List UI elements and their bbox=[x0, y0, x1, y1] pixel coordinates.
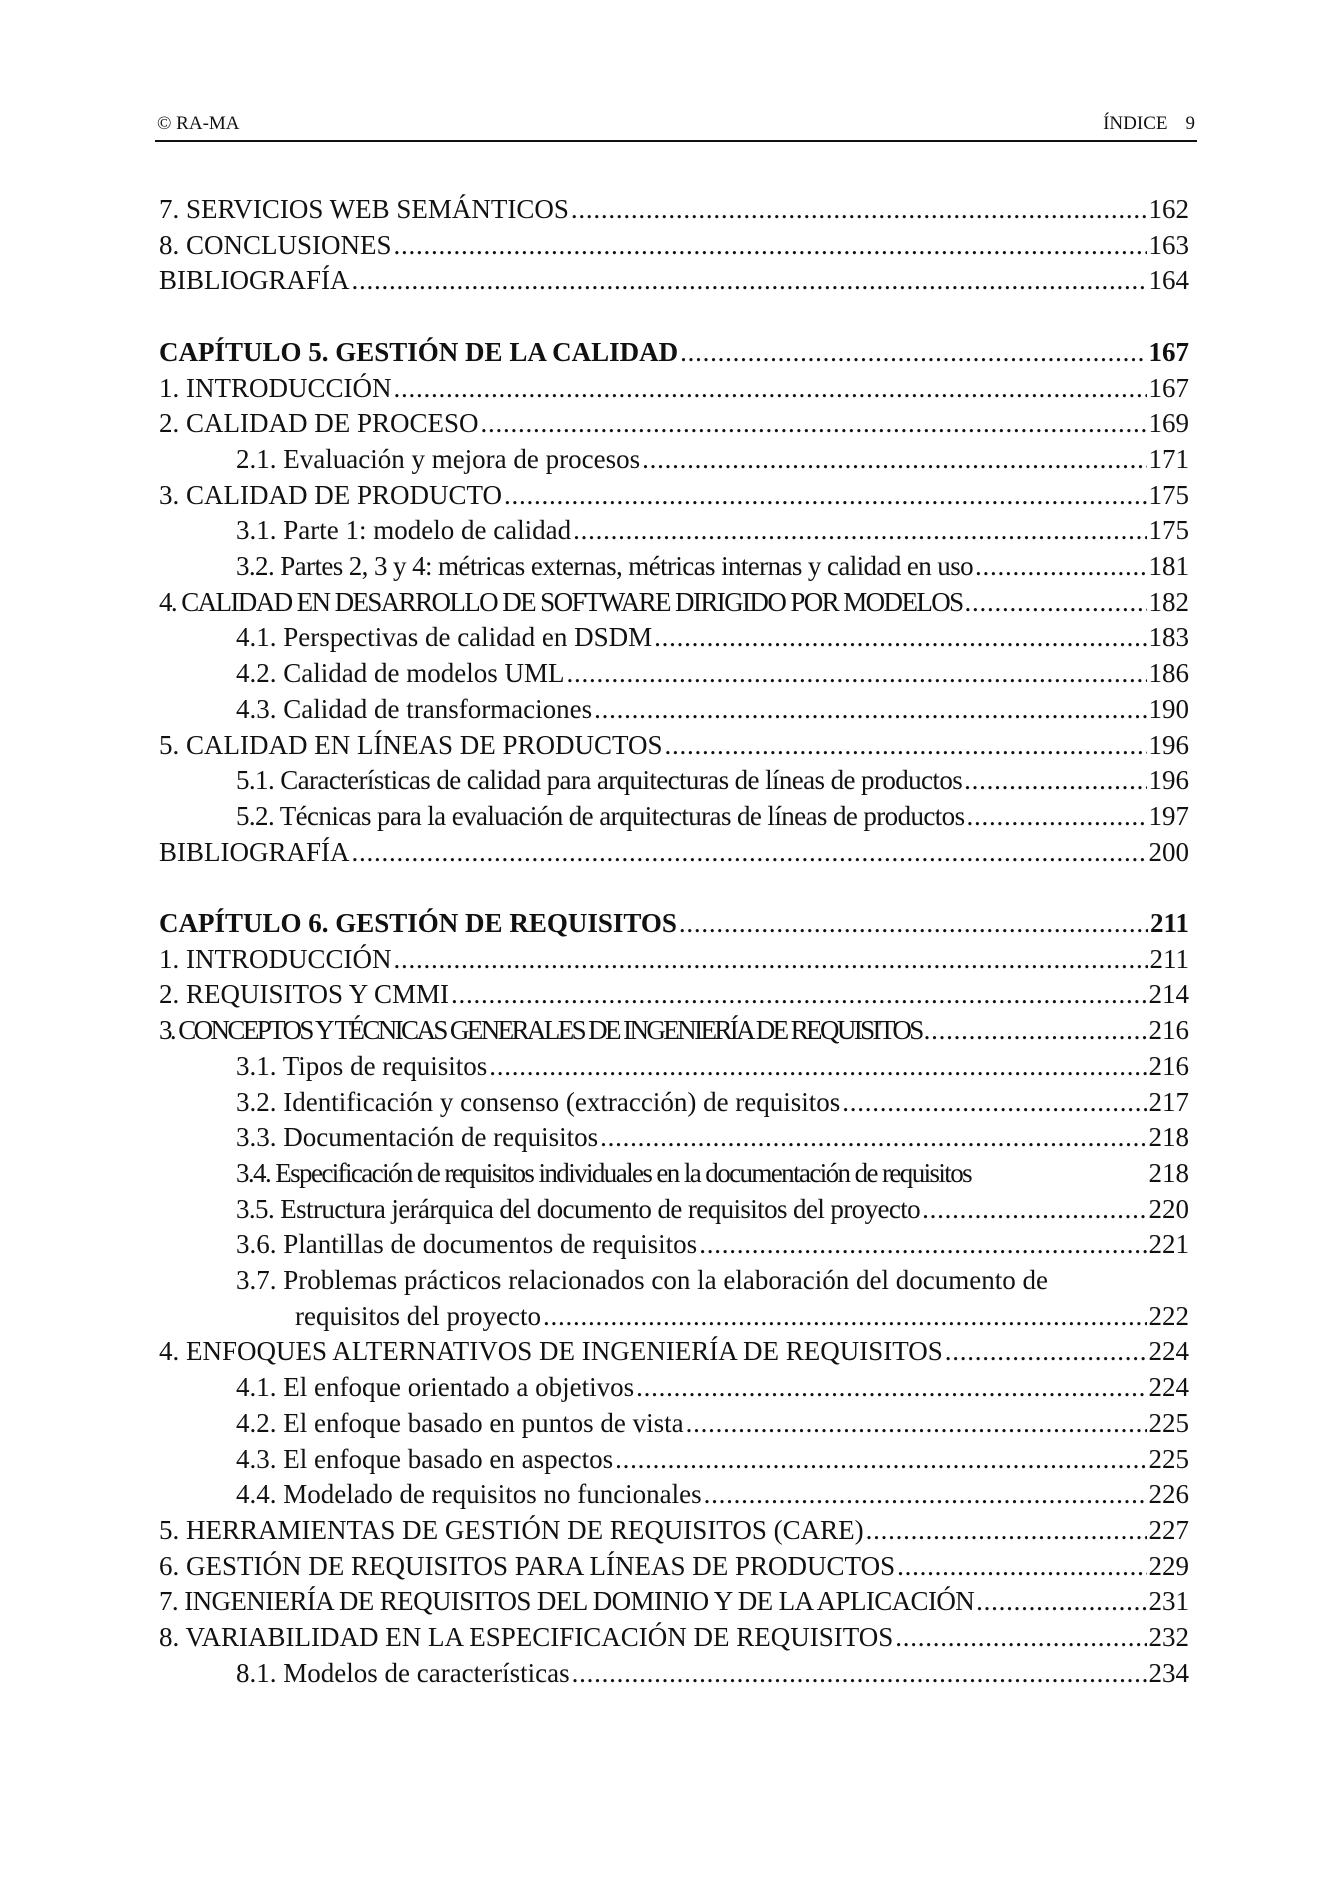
toc-entry-page: 216 bbox=[1148, 1050, 1189, 1081]
toc-entry bbox=[159, 1013, 1189, 1049]
toc-subentry bbox=[159, 656, 1189, 692]
toc-entry-page: 200 bbox=[1148, 836, 1189, 867]
toc-entry bbox=[159, 478, 1189, 514]
toc-entry-page: 211 bbox=[1149, 908, 1189, 939]
toc-entry bbox=[159, 228, 1189, 264]
toc-entry bbox=[159, 977, 1189, 1013]
dot-leader bbox=[394, 942, 1148, 978]
toc-entry-page: 226 bbox=[1148, 1479, 1189, 1510]
toc-entry-title: 3. CONCEPTOS Y TÉCNICAS GENERALES DE INGENIERÍA DE REQUISITOS bbox=[159, 1015, 922, 1046]
toc-entry-title: 1. INTRODUCCIÓN bbox=[159, 372, 392, 403]
section-gap bbox=[159, 299, 1189, 335]
toc-entry bbox=[159, 1549, 1189, 1585]
dot-leader bbox=[680, 335, 1146, 371]
toc-entry-page: 162 bbox=[1148, 194, 1189, 224]
toc-subentry bbox=[159, 1299, 1189, 1335]
toc-entry-title: 4.2. Calidad de modelos UML bbox=[236, 658, 565, 689]
toc-entry-title: 6. GESTIÓN DE REQUISITOS PARA LÍNEAS DE PRODUCTOS bbox=[159, 1550, 896, 1581]
dot-leader bbox=[615, 1442, 1146, 1478]
dot-leader bbox=[352, 263, 1147, 299]
dot-leader bbox=[897, 1549, 1146, 1585]
toc-subentry bbox=[159, 1406, 1189, 1442]
toc-entry-page: 197 bbox=[1148, 800, 1189, 831]
dot-leader bbox=[642, 442, 1146, 478]
toc-subentry bbox=[159, 1156, 1189, 1192]
toc-entry bbox=[159, 942, 1189, 978]
toc-subentry bbox=[159, 1120, 1189, 1156]
toc-subentry bbox=[159, 513, 1189, 549]
toc-entry-page: 217 bbox=[1148, 1086, 1189, 1117]
dot-leader bbox=[964, 763, 1146, 799]
dot-leader bbox=[945, 1334, 1147, 1370]
toc-entry-page: 222 bbox=[1148, 1300, 1189, 1331]
toc-entry bbox=[159, 1334, 1189, 1370]
dot-leader bbox=[572, 1656, 1147, 1692]
toc-entry-title: 2. REQUISITOS Y CMMI bbox=[159, 979, 450, 1010]
toc-chapter-heading bbox=[159, 906, 1189, 942]
toc-entry-page: 216 bbox=[1148, 1015, 1189, 1046]
toc-chapter-heading bbox=[159, 335, 1189, 371]
toc-entry-title: 5. CALIDAD EN LÍNEAS DE PRODUCTOS bbox=[159, 729, 663, 760]
toc-entry-title: BIBLIOGRAFÍA bbox=[159, 265, 350, 296]
toc-entry-title: 4.1. Perspectivas de calidad en DSDM bbox=[236, 622, 653, 653]
dot-leader bbox=[842, 1085, 1146, 1121]
toc-entry-page: 175 bbox=[1148, 479, 1189, 510]
toc-subentry bbox=[159, 763, 1189, 799]
dot-leader bbox=[594, 692, 1146, 728]
toc-subentry bbox=[159, 1442, 1189, 1478]
dot-leader bbox=[654, 620, 1146, 656]
toc-entry-page: 182 bbox=[1148, 586, 1189, 617]
toc-entry-title-continuation: requisitos del proyecto bbox=[295, 1300, 541, 1331]
toc-subentry bbox=[159, 692, 1189, 728]
toc-entry-page: 164 bbox=[1148, 265, 1189, 296]
toc-entry-page: 229 bbox=[1148, 1550, 1189, 1581]
running-header bbox=[155, 110, 1197, 142]
toc-entry-title: 3.3. Documentación de requisitos bbox=[236, 1122, 599, 1153]
dot-leader bbox=[394, 371, 1147, 407]
table-of-contents bbox=[159, 192, 1189, 1692]
header-section-title: ÍNDICE bbox=[1103, 113, 1168, 134]
toc-entry-page: 232 bbox=[1148, 1622, 1189, 1653]
toc-entry-title: 3.6. Plantillas de documentos de requisitos bbox=[236, 1229, 698, 1260]
toc-entry-page: 224 bbox=[1148, 1372, 1189, 1403]
toc-subentry bbox=[159, 799, 1189, 835]
toc-entry-title: 3. CALIDAD DE PRODUCTO bbox=[159, 479, 503, 510]
toc-entry-page: 218 bbox=[1148, 1122, 1189, 1153]
toc-subentry bbox=[159, 620, 1189, 656]
section-gap bbox=[159, 870, 1189, 906]
toc-entry-title: 2. CALIDAD DE PROCESO bbox=[159, 408, 479, 439]
toc-entry-title: 2.1. Evaluación y mejora de procesos bbox=[236, 443, 641, 474]
toc-entry-title: CAPÍTULO 6. GESTIÓN DE REQUISITOS bbox=[159, 908, 677, 939]
toc-entry-title: CAPÍTULO 5. GESTIÓN DE LA CALIDAD bbox=[159, 336, 679, 367]
dot-leader bbox=[965, 585, 1147, 621]
toc-entry-title: 8.1. Modelos de características bbox=[236, 1657, 570, 1688]
toc-entry-page: 186 bbox=[1148, 658, 1189, 689]
toc-entry-page: 234 bbox=[1148, 1657, 1189, 1688]
toc-entry-title: 4. CALIDAD EN DESARROLLO DE SOFTWARE DIRIGIDO POR MODELOS bbox=[159, 586, 963, 617]
toc-subentry bbox=[159, 1370, 1189, 1406]
toc-entry-title: 3.4. Especificación de requisitos individuales en la documentación de requisitos bbox=[236, 1157, 972, 1188]
toc-subentry bbox=[159, 1477, 1189, 1513]
dot-leader bbox=[966, 799, 1146, 835]
toc-entry-title: 1. INTRODUCCIÓN bbox=[159, 943, 392, 974]
dot-leader bbox=[924, 1013, 1147, 1049]
toc-entry-page: 225 bbox=[1148, 1407, 1189, 1438]
toc-entry-title: 8. CONCLUSIONES bbox=[159, 229, 392, 260]
toc-entry-title: 5.1. Características de calidad para arquitecturas de líneas de productos bbox=[236, 765, 963, 796]
toc-entry-title: 7. SERVICIOS WEB SEMÁNTICOS bbox=[159, 194, 569, 224]
toc-entry-page: 218 bbox=[1148, 1157, 1189, 1188]
dot-leader bbox=[504, 478, 1146, 514]
toc-entry-page: 175 bbox=[1148, 515, 1189, 546]
toc-entry-title: BIBLIOGRAFÍA bbox=[159, 836, 350, 867]
dot-leader bbox=[352, 835, 1147, 871]
dot-leader bbox=[600, 1120, 1146, 1156]
toc-entry bbox=[159, 585, 1189, 621]
toc-entry-page: 167 bbox=[1148, 372, 1189, 403]
toc-entry-page: 181 bbox=[1148, 551, 1189, 582]
toc-entry-page: 167 bbox=[1148, 336, 1189, 367]
toc-subentry bbox=[159, 1085, 1189, 1121]
toc-entry bbox=[159, 371, 1189, 407]
toc-entry-title: 4.4. Modelado de requisitos no funcionales bbox=[236, 1479, 702, 1510]
dot-leader bbox=[665, 728, 1147, 764]
toc-entry bbox=[159, 192, 1189, 228]
header-section-and-page bbox=[1103, 110, 1195, 138]
toc-entry-title: 3.1. Tipos de requisitos bbox=[236, 1050, 488, 1081]
toc-entry-page: 224 bbox=[1148, 1336, 1189, 1367]
toc-entry bbox=[159, 1620, 1189, 1656]
dot-leader bbox=[922, 1192, 1146, 1228]
toc-entry bbox=[159, 835, 1189, 871]
toc-entry bbox=[159, 406, 1189, 442]
toc-entry-page: 225 bbox=[1148, 1443, 1189, 1474]
toc-entry-page: 196 bbox=[1148, 729, 1189, 760]
dot-leader bbox=[573, 513, 1146, 549]
page-number: 9 bbox=[1185, 113, 1195, 134]
toc-entry-title: 8. VARIABILIDAD EN LA ESPECIFICACIÓN DE REQUISITOS bbox=[159, 1622, 894, 1653]
toc-entry-page: 231 bbox=[1148, 1586, 1189, 1617]
dot-leader bbox=[543, 1299, 1147, 1335]
dot-leader bbox=[704, 1477, 1147, 1513]
dot-leader bbox=[451, 977, 1146, 1013]
dot-leader bbox=[394, 228, 1147, 264]
toc-entry-page: 211 bbox=[1149, 943, 1189, 974]
toc-entry-page: 190 bbox=[1148, 693, 1189, 724]
toc-entry-title: 3.5. Estructura jerárquica del documento de requisitos del proyecto bbox=[236, 1193, 921, 1224]
toc-entry-title: 5.2. Técnicas para la evaluación de arquitecturas de líneas de productos bbox=[236, 800, 965, 831]
toc-subentry bbox=[159, 1049, 1189, 1085]
toc-subentry bbox=[159, 442, 1189, 478]
toc-entry-title: 4.3. El enfoque basado en aspectos bbox=[236, 1443, 614, 1474]
toc-subentry bbox=[159, 1656, 1189, 1692]
toc-entry-title: 4.1. El enfoque orientado a objetivos bbox=[236, 1372, 635, 1403]
toc-entry bbox=[159, 1513, 1189, 1549]
toc-entry-page: 169 bbox=[1148, 408, 1189, 439]
toc-entry-page: 227 bbox=[1148, 1514, 1189, 1545]
toc-entry bbox=[159, 728, 1189, 764]
toc-entry-title: 3.1. Parte 1: modelo de calidad bbox=[236, 515, 572, 546]
dot-leader bbox=[975, 549, 1146, 585]
toc-entry-title: 3.2. Identificación y consenso (extracción) de requisitos bbox=[236, 1086, 841, 1117]
toc-entry-page: 196 bbox=[1148, 765, 1189, 796]
toc-entry-title: 3.2. Partes 2, 3 y 4: métricas externas, métricas internas y calidad en uso bbox=[236, 551, 974, 582]
dot-leader bbox=[489, 1049, 1146, 1085]
toc-entry-page: 183 bbox=[1148, 622, 1189, 653]
dot-leader bbox=[686, 1406, 1147, 1442]
dot-leader bbox=[566, 656, 1146, 692]
toc-entry-page: 221 bbox=[1148, 1229, 1189, 1260]
toc-entry-title: 4.3. Calidad de transformaciones bbox=[236, 693, 593, 724]
toc-subentry bbox=[159, 549, 1189, 585]
toc-subentry bbox=[159, 1227, 1189, 1263]
toc-entry-page: 163 bbox=[1148, 229, 1189, 260]
toc-entry-title: 7. INGENIERÍA DE REQUISITOS DEL DOMINIO Y DE LA APLICACIÓN bbox=[159, 1586, 975, 1617]
toc-entry bbox=[159, 263, 1189, 299]
toc-entry-title: 5. HERRAMIENTAS DE GESTIÓN DE REQUISITOS (CARE) bbox=[159, 1514, 864, 1545]
dot-leader bbox=[699, 1227, 1146, 1263]
toc-entry-title: 4. ENFOQUES ALTERNATIVOS DE INGENIERÍA DE REQUISITOS bbox=[159, 1336, 943, 1367]
toc-subentry bbox=[159, 1192, 1189, 1228]
toc-subentry-first-line: 3.7. Problemas prácticos relacionados con la elaboración del documento de bbox=[236, 1265, 1048, 1296]
dot-leader bbox=[481, 406, 1147, 442]
toc-entry-page: 214 bbox=[1148, 979, 1189, 1010]
dot-leader bbox=[636, 1370, 1146, 1406]
dot-leader bbox=[571, 192, 1147, 228]
publisher-mark: © RA-MA bbox=[157, 113, 240, 134]
dot-leader bbox=[679, 906, 1148, 942]
dot-leader bbox=[976, 1584, 1146, 1620]
dot-leader bbox=[866, 1513, 1147, 1549]
toc-entry-page: 220 bbox=[1148, 1193, 1189, 1224]
toc-entry bbox=[159, 1584, 1189, 1620]
toc-entry-page: 171 bbox=[1148, 443, 1189, 474]
dot-leader bbox=[895, 1620, 1146, 1656]
toc-entry-title: 4.2. El enfoque basado en puntos de vista bbox=[236, 1407, 684, 1438]
